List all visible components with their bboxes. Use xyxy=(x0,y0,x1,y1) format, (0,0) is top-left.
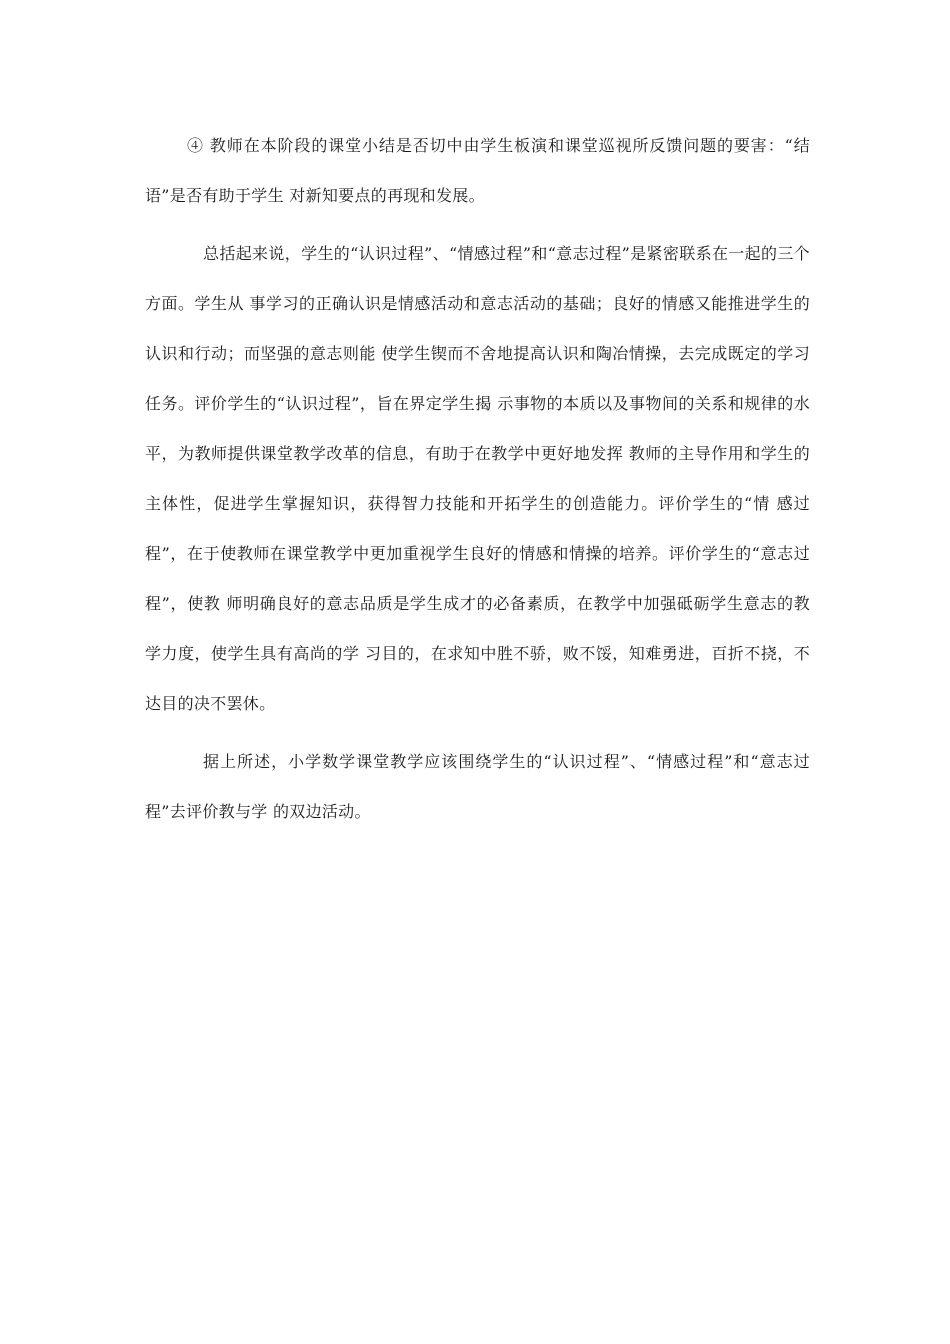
paragraph-teacher-summary: ④ 教师在本阶段的课堂小结是否切中由学生板演和课堂巡视所反馈问题的要害：“结语”是否有助于学生 对新知要点的再现和发展。 xyxy=(145,136,810,205)
paragraph-conclusion: 据上所述，小学数学课堂教学应该围绕学生的“认识过程”、“情感过程”和“意志过程”去评价教与学 的双边活动。 xyxy=(145,752,810,821)
document-body xyxy=(145,121,810,837)
paragraph-gap xyxy=(145,221,810,229)
paragraph-three-processes: 总括起来说，学生的“认识过程”、“情感过程”和“意志过程”是紧密联系在一起的三个方面。学生从 事学习的正确认识是情感活动和意志活动的基础；良好的情感又能推进学生的认识和行动；而坚强的意志则能 使学生锲而不舍地提高认识和陶冶情操，去完成既定的学习任务。评价学生的“认识过程”，旨在界定学生揭 示事物的本质以及事物间的关系和规律的水平，为教师提供课堂教学改革的信息，有助于在教学中更好地发挥 教师的主导作用和学生的主体性，促进学生掌握知识，获得智力技能和开拓学生的创造能力。评价学生的“情 感过程”，在于使教师在课堂教学中更加重视学生良好的情感和情操的培养。评价学生的“意志过程”，使教 师明确良好的意志品质是学生成才的必备素质，在教学中加强砥砺学生意志的教学力度，使学生具有高尚的学 习目的，在求知中胜不骄，败不馁，知难勇进，百折不挠，不达目的决不罢休。 xyxy=(145,244,810,713)
paragraph-gap xyxy=(145,729,810,737)
